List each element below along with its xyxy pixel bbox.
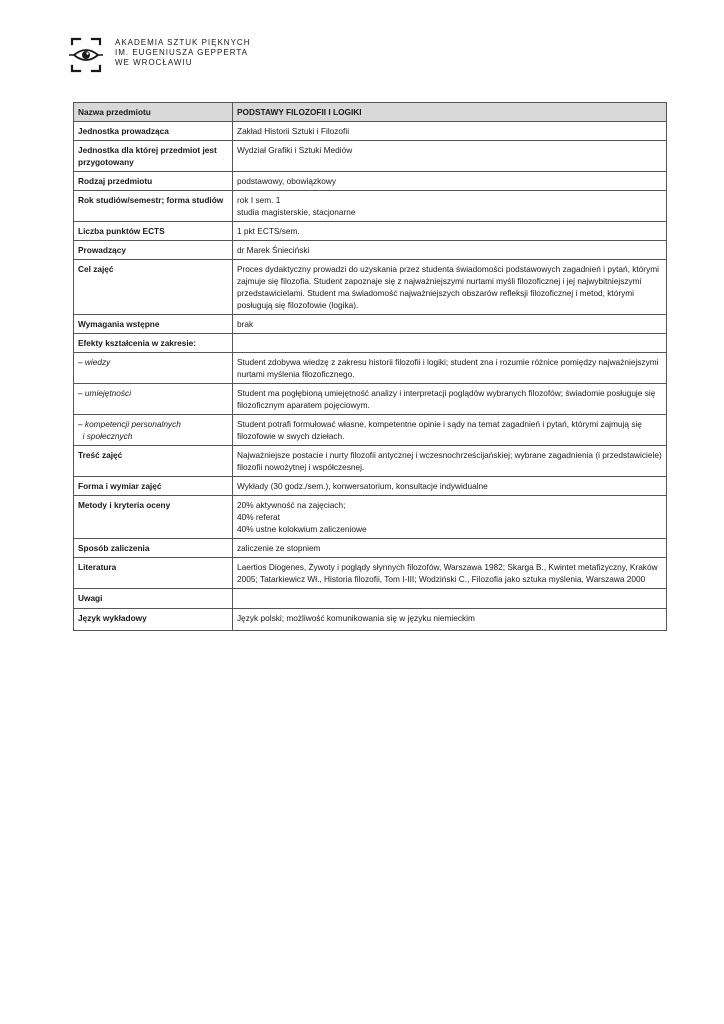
row-label: Sposób zaliczenia — [74, 539, 233, 558]
row-label: Literatura — [74, 558, 233, 589]
row-value: Student zdobywa wiedzę z zakresu historii filozofii i logiki; student zna i rozumie różnice pomiędzy najważniejszymi nurtami myślenia filozoficznego. — [233, 353, 667, 384]
row-value: Student potrafi formułować własne, kompetentne opinie i sądy na temat zagadnień i pytań, którymi zajmują się filozofowie w swych dziełach. — [233, 415, 667, 446]
row-value: podstawowy, obowiązkowy — [233, 172, 667, 191]
row-value — [233, 334, 667, 353]
row-label: Treść zajęć — [74, 446, 233, 477]
table-row — [74, 589, 667, 609]
row-label: – umiejętności — [74, 384, 233, 415]
row-label: – kompetencji personalnych i społecznych — [74, 415, 233, 446]
table-row — [74, 415, 667, 446]
row-label: Forma i wymiar zajęć — [74, 477, 233, 496]
table-row — [74, 260, 667, 315]
row-label: Wymagania wstępne — [74, 315, 233, 334]
table-row — [74, 384, 667, 415]
row-value: zaliczenie ze stopniem — [233, 539, 667, 558]
table-row — [74, 609, 667, 631]
row-value: Wykłady (30 godz./sem.), konwersatorium, konsultacje indywidualne — [233, 477, 667, 496]
institution-line: IM. EUGENIUSZA GEPPERTA — [115, 48, 248, 57]
table-row — [74, 334, 667, 353]
table-row — [74, 315, 667, 334]
row-value: Wydział Grafiki i Sztuki Mediów — [233, 141, 667, 172]
table-row — [74, 496, 667, 539]
row-label: Jednostka prowadząca — [74, 122, 233, 141]
institution-name — [115, 38, 375, 68]
row-label: Metody i kryteria oceny — [74, 496, 233, 539]
row-value: Laertios Diogenes, Żywoty i poglądy słynnych filozofów, Warszawa 1982; Skarga B., Kwintet metafizyczny, Kraków 2005; Tatarkiewicz Wł., Historia filozofii, Tom I-III; Wodziński C., Filozofia jako sztuka myślenia, Warszawa 2000 — [233, 558, 667, 589]
row-value: brak — [233, 315, 667, 334]
row-label: – wiedzy — [74, 353, 233, 384]
row-value: Student ma pogłębioną umiejętność analizy i interpretacji poglądów wybranych filozofów; świadomie posługuje się filozoficznym aparatem pojęciowym. — [233, 384, 667, 415]
row-label: Rok studiów/semestr; forma studiów — [74, 191, 233, 222]
row-label: Cel zajęć — [74, 260, 233, 315]
table-row — [74, 172, 667, 191]
table-row — [74, 222, 667, 241]
row-value — [233, 589, 667, 609]
institution-line: AKADEMIA SZTUK PIĘKNYCH — [115, 38, 251, 47]
course-syllabus-table — [73, 102, 667, 631]
table-row — [74, 122, 667, 141]
row-value: dr Marek Śnieciński — [233, 241, 667, 260]
row-label: Uwagi — [74, 589, 233, 609]
table-row — [74, 103, 667, 122]
row-value: 20% aktywność na zajęciach; 40% referat 40% ustne kolokwium zaliczeniowe — [233, 496, 667, 539]
row-value: rok I sem. 1 studia magisterskie, stacjonarne — [233, 191, 667, 222]
table-row — [74, 141, 667, 172]
academy-logo-icon — [68, 36, 104, 74]
row-value: Proces dydaktyczny prowadzi do uzyskania przez studenta świadomości podstawowych zagadnień i pytań, którymi zajmuje się filozofia. Student zapoznaje się z najważniejszymi nurtami myśli filozoficznej i jej najwybitniejszymi przedstawicielami. Student ma świadomość najważniejszych obszarów refleksji filozoficznej i metod, którymi posługują się filozofowie (logika). — [233, 260, 667, 315]
row-label: Efekty kształcenia w zakresie: — [74, 334, 233, 353]
table-row — [74, 477, 667, 496]
row-label: Liczba punktów ECTS — [74, 222, 233, 241]
row-value: Język polski; możliwość komunikowania się w języku niemieckim — [233, 609, 667, 631]
row-label: Język wykładowy — [74, 609, 233, 631]
table-row — [74, 353, 667, 384]
row-label: Rodzaj przedmiotu — [74, 172, 233, 191]
row-value: Najważniejsze postacie i nurty filozofii antycznej i wczesnochrześcijańskiej; wybrane zagadnienia (i przedstawiciele) filozofii nowożytnej i współczesnej. — [233, 446, 667, 477]
table-row — [74, 558, 667, 589]
row-label: Prowadzący — [74, 241, 233, 260]
row-value: PODSTAWY FILOZOFII I LOGIKI — [233, 103, 667, 122]
row-label: Jednostka dla której przedmiot jest przygotowany — [74, 141, 233, 172]
table-row — [74, 241, 667, 260]
table-row — [74, 191, 667, 222]
table-row — [74, 539, 667, 558]
table-row — [74, 446, 667, 477]
institution-line: WE WROCŁAWIU — [115, 58, 193, 67]
row-value: Zakład Historii Sztuki i Filozofii — [233, 122, 667, 141]
row-value: 1 pkt ECTS/sem. — [233, 222, 667, 241]
row-label: Nazwa przedmiotu — [74, 103, 233, 122]
